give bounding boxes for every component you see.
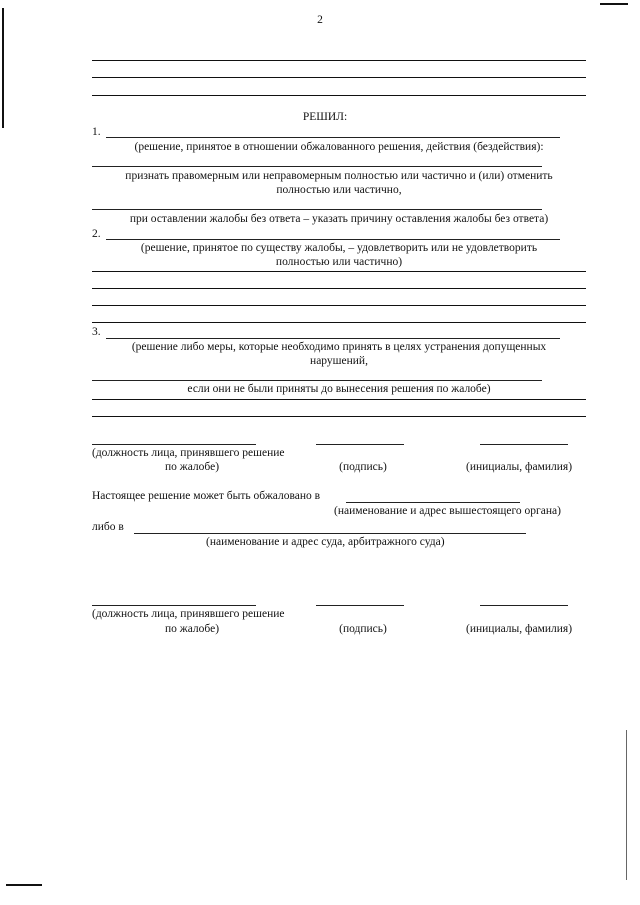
court-fill-line [134, 533, 526, 534]
item-1-caption: признать правомерным или неправомерным полностью или частично и (или) отменить [125, 170, 553, 182]
position-line [92, 605, 256, 606]
appeal-fill-line [346, 502, 520, 503]
item-2-number: 2. [92, 228, 101, 240]
item-1-caption: (решение, принятое в отношении обжалованного решения, действия (бездействия): [134, 141, 544, 153]
initials-line [480, 605, 568, 606]
item-2-caption: (решение, принятое по существу жалобы, – удовлетворить или не удовлетворить [140, 242, 538, 254]
signature-line [316, 444, 404, 445]
position-caption: (должность лица, принявшего решение [92, 447, 285, 459]
position-caption: по жалобе) [164, 461, 220, 473]
blank-line [92, 322, 586, 323]
higher-body-caption: (наименование и адрес вышестоящего органа) [334, 505, 561, 517]
or-in-text: либо в [92, 521, 124, 533]
blank-line [92, 305, 586, 306]
position-caption: (должность лица, принявшего решение [92, 608, 285, 620]
signature-caption: (подпись) [339, 623, 387, 635]
item-1-fill-line [106, 137, 560, 138]
initials-line [480, 444, 568, 445]
initials-caption: (инициалы, фамилия) [466, 623, 573, 635]
item-3-caption: если они не были приняты до вынесения решения по жалобе) [187, 383, 491, 395]
blank-line [92, 209, 542, 210]
court-caption: (наименование и адрес суда, арбитражного суда) [206, 536, 445, 548]
item-1-caption: полностью или частично, [276, 184, 402, 196]
signature-caption: (подпись) [339, 461, 387, 473]
blank-line [92, 288, 586, 289]
scan-mark-top-right [600, 3, 628, 5]
scan-mark-bottom-left [6, 884, 42, 886]
item-3-number: 3. [92, 326, 101, 338]
item-3-caption: нарушений, [310, 355, 368, 367]
page-number: 2 [317, 14, 323, 26]
blank-line [92, 399, 586, 400]
appeal-text: Настоящее решение может быть обжаловано в [92, 490, 321, 502]
position-caption: по жалобе) [164, 623, 220, 635]
position-line [92, 444, 256, 445]
initials-caption: (инициалы, фамилия) [466, 461, 573, 473]
item-1-number: 1. [92, 126, 101, 138]
blank-line [92, 77, 586, 78]
item-2-fill-line [106, 239, 560, 240]
blank-line [92, 95, 586, 96]
blank-line [92, 271, 586, 272]
blank-line [92, 166, 542, 167]
blank-line [92, 60, 586, 61]
item-3-fill-line [106, 338, 560, 339]
scan-edge-right [626, 730, 627, 880]
blank-line [92, 380, 542, 381]
item-2-caption: полностью или частично) [275, 256, 403, 268]
item-1-caption: при оставлении жалобы без ответа – указать причину оставления жалобы без ответа) [129, 213, 549, 225]
decision-heading: РЕШИЛ: [302, 111, 348, 123]
item-3-caption: (решение либо меры, которые необходимо принять в целях устранения допущенных [131, 341, 547, 353]
scan-edge-left [2, 8, 4, 128]
signature-line [316, 605, 404, 606]
blank-line [92, 416, 586, 417]
